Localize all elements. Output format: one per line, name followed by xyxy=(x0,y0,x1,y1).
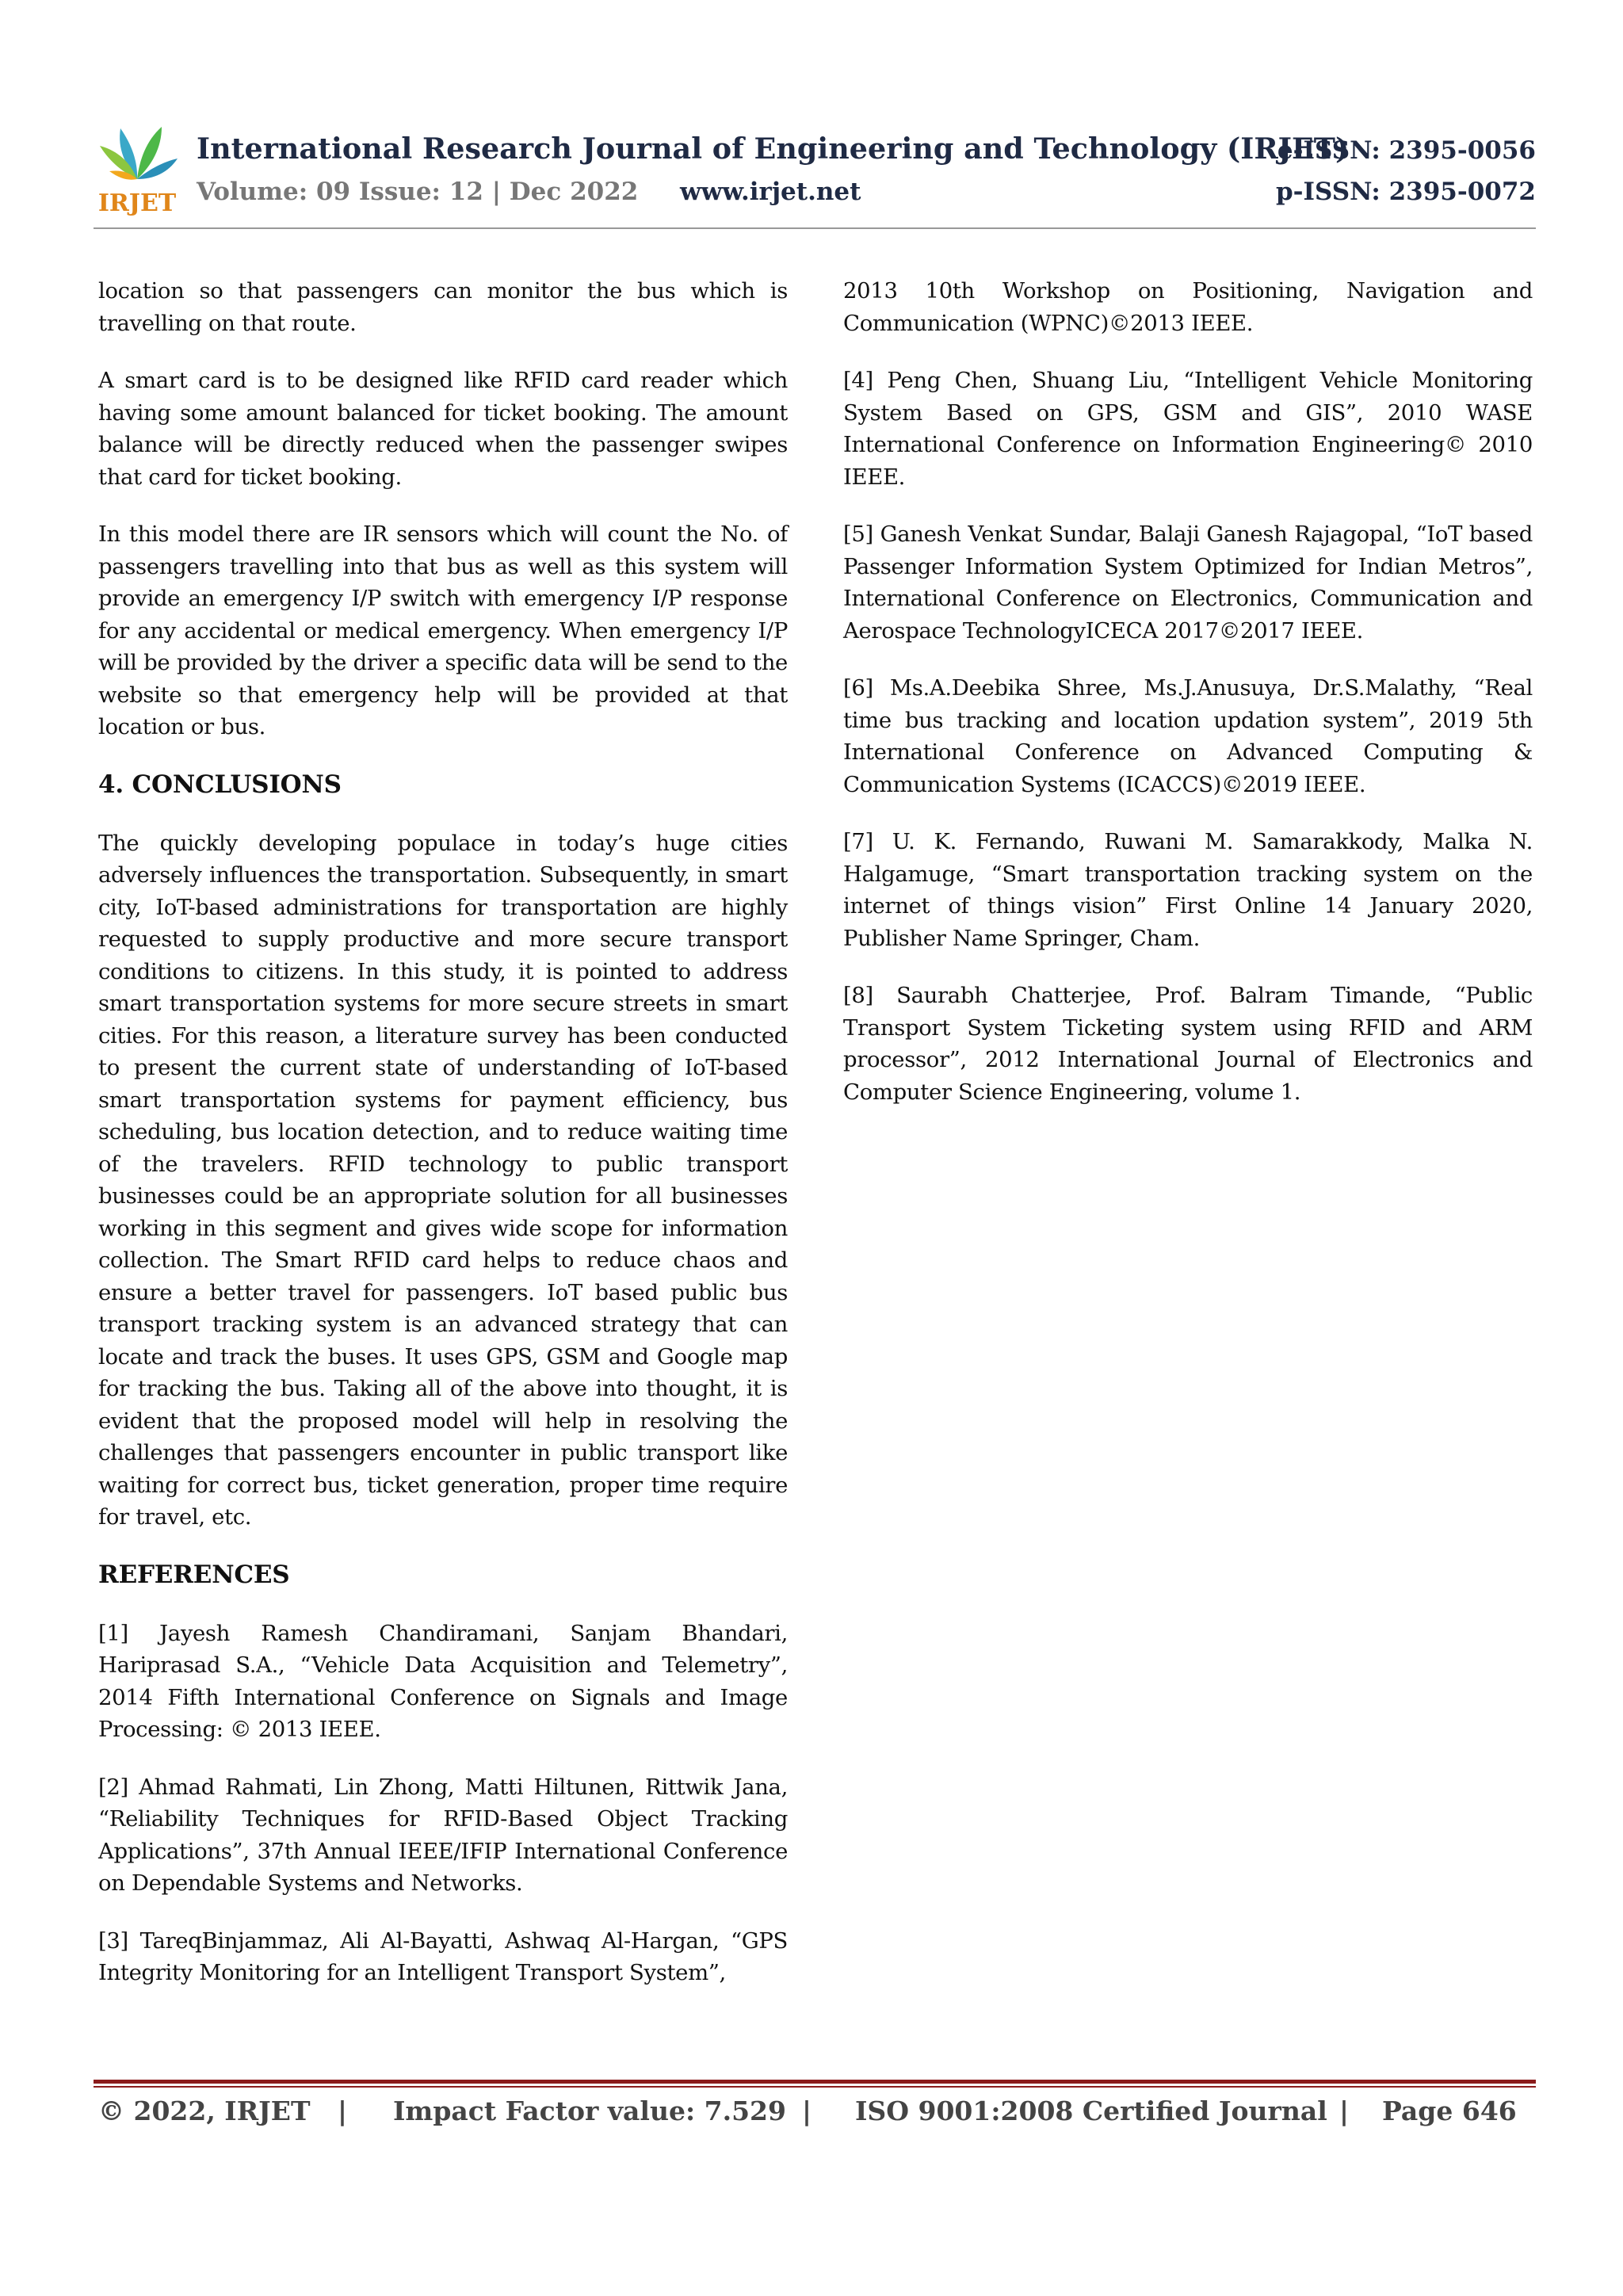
volume-issue: Volume: 09 Issue: 12 | Dec 2022 xyxy=(197,178,639,206)
footer-separator: | xyxy=(802,2095,812,2126)
conclusions-paragraph: The quickly developing populace in today’s huge cities adversely influences the transportation. Subsequently, in smart city, IoT-based administrations for transportation are highly requested to supply productive and more secure transport conditions to citizens. In this study, it is pointed to address smart transportation systems for more secure streets in smart cities. For this reason, a literature survey has been conducted to present the current state of understanding of IoT-based smart transportation systems for payment efficiency, bus scheduling, bus location detection, and to reduce waiting time of the travelers. RFID technology to public transport businesses could be an appropriate solution for all businesses working in this segment and gives wide scope for information collection. The Smart RFID card helps to reduce chaos and ensure a better travel for passengers. IoT based public bus transport tracking system is an advanced strategy that can locate and track the buses. It uses GPS, GSM and Google map for tracking the bus. Taking all of the above into thought, it is evident that the proposed model will help in resolving the challenges that passengers encounter in public transport like waiting for correct bus, ticket generation, proper time require for travel, etc. xyxy=(98,830,788,1530)
reference-item: [7] U. K. Fernando, Ruwani M. Samarakkody, Malka N. Halgamuge, “Smart transportation tracking system on the internet of things vision” First Online 14 January 2020, Publisher Name Springer, Cham. xyxy=(843,829,1533,951)
footer-impact-factor: Impact Factor value: 7.529 xyxy=(393,2095,786,2126)
svg-text:IRJET: IRJET xyxy=(97,189,177,216)
paragraph: location so that passengers can monitor the bus which is travelling on that route. xyxy=(98,278,788,336)
page-footer xyxy=(98,2095,1537,2135)
footer-divider-thin xyxy=(94,2086,1536,2088)
page-header xyxy=(94,117,1536,228)
section-heading-references: REFERENCES xyxy=(98,1560,290,1589)
footer-divider xyxy=(94,2080,1536,2084)
reference-item: 2013 10th Workshop on Positioning, Navigation and Communication (WPNC)©2013 IEEE. xyxy=(843,278,1533,336)
footer-page-number: Page 646 xyxy=(1382,2095,1517,2126)
footer-separator: | xyxy=(1339,2095,1350,2126)
section-heading-conclusions: 4. CONCLUSIONS xyxy=(98,770,342,799)
reference-item: [8] Saurabh Chatterjee, Prof. Balram Timande, “Public Transport System Ticketing system using RFID and ARM processor”, 2012 International Journal of Electronics and Computer Science Engineering, volume 1. xyxy=(843,983,1533,1105)
reference-item: [1] Jayesh Ramesh Chandiramani, Sanjam Bhandari, Hariprasad S.A., “Vehicle Data Acquisition and Telemetry”, 2014 Fifth International Conference on Signals and Image Processing: © 2013 IEEE. xyxy=(98,1620,788,1742)
reference-item: [4] Peng Chen, Shuang Liu, “Intelligent Vehicle Monitoring System Based on GPS, GSM and GIS”, 2010 WASE International Conference on Information Engineering© 2010 IEEE. xyxy=(843,368,1533,490)
reference-item: [5] Ganesh Venkat Sundar, Balaji Ganesh Rajagopal, “IoT based Passenger Information System Optimized for Indian Metros”, International Conference on Electronics, Communication and Aerospace TechnologyICECA 2017©2017 IEEE. xyxy=(843,521,1533,644)
e-issn: e-ISSN: 2395-0056 xyxy=(1277,136,1536,165)
journal-title: International Research Journal of Engineering and Technology (IRJET) xyxy=(197,132,1350,166)
footer-iso-certification: ISO 9001:2008 Certified Journal xyxy=(855,2095,1327,2126)
footer-separator: | xyxy=(338,2095,348,2126)
left-column xyxy=(98,275,788,2015)
right-column xyxy=(843,275,1533,1133)
header-divider xyxy=(94,227,1536,229)
reference-item: [6] Ms.A.Deebika Shree, Ms.J.Anusuya, Dr.S.Malathy, “Real time bus tracking and location updation system”, 2019 5th International Conference on Advanced Computing & Communication Systems (ICACCS)©2019 IEEE. xyxy=(843,675,1533,797)
paragraph: A smart card is to be designed like RFID card reader which having some amount balanced for ticket booking. The amount balance will be directly reduced when the passenger swipes that card for ticket booking. xyxy=(98,368,788,490)
journal-website: www.irjet.net xyxy=(680,178,861,206)
footer-copyright: © 2022, IRJET xyxy=(98,2095,311,2126)
paragraph: In this model there are IR sensors which will count the No. of passengers travelling into that bus as well as this system will provide an emergency I/P switch with emergency I/P response for any accidental or medical emergency. When emergency I/P will be provided by the driver a specific data will be send to the website so that emergency help will be provided at that location or bus. xyxy=(98,521,788,739)
reference-item: [3] TareqBinjammaz, Ali Al-Bayatti, Ashwaq Al-Hargan, “GPS Integrity Monitoring for an Intelligent Transport System”, xyxy=(98,1927,788,1985)
reference-item: [2] Ahmad Rahmati, Lin Zhong, Matti Hiltunen, Rittwik Jana, “Reliability Techniques for RFID-Based Object Tracking Applications”, 37th Annual IEEE/IFIP International Conference on Dependable Systems and Networks. xyxy=(98,1774,788,1896)
p-issn: p-ISSN: 2395-0072 xyxy=(1275,178,1536,206)
irjet-logo xyxy=(94,117,181,216)
